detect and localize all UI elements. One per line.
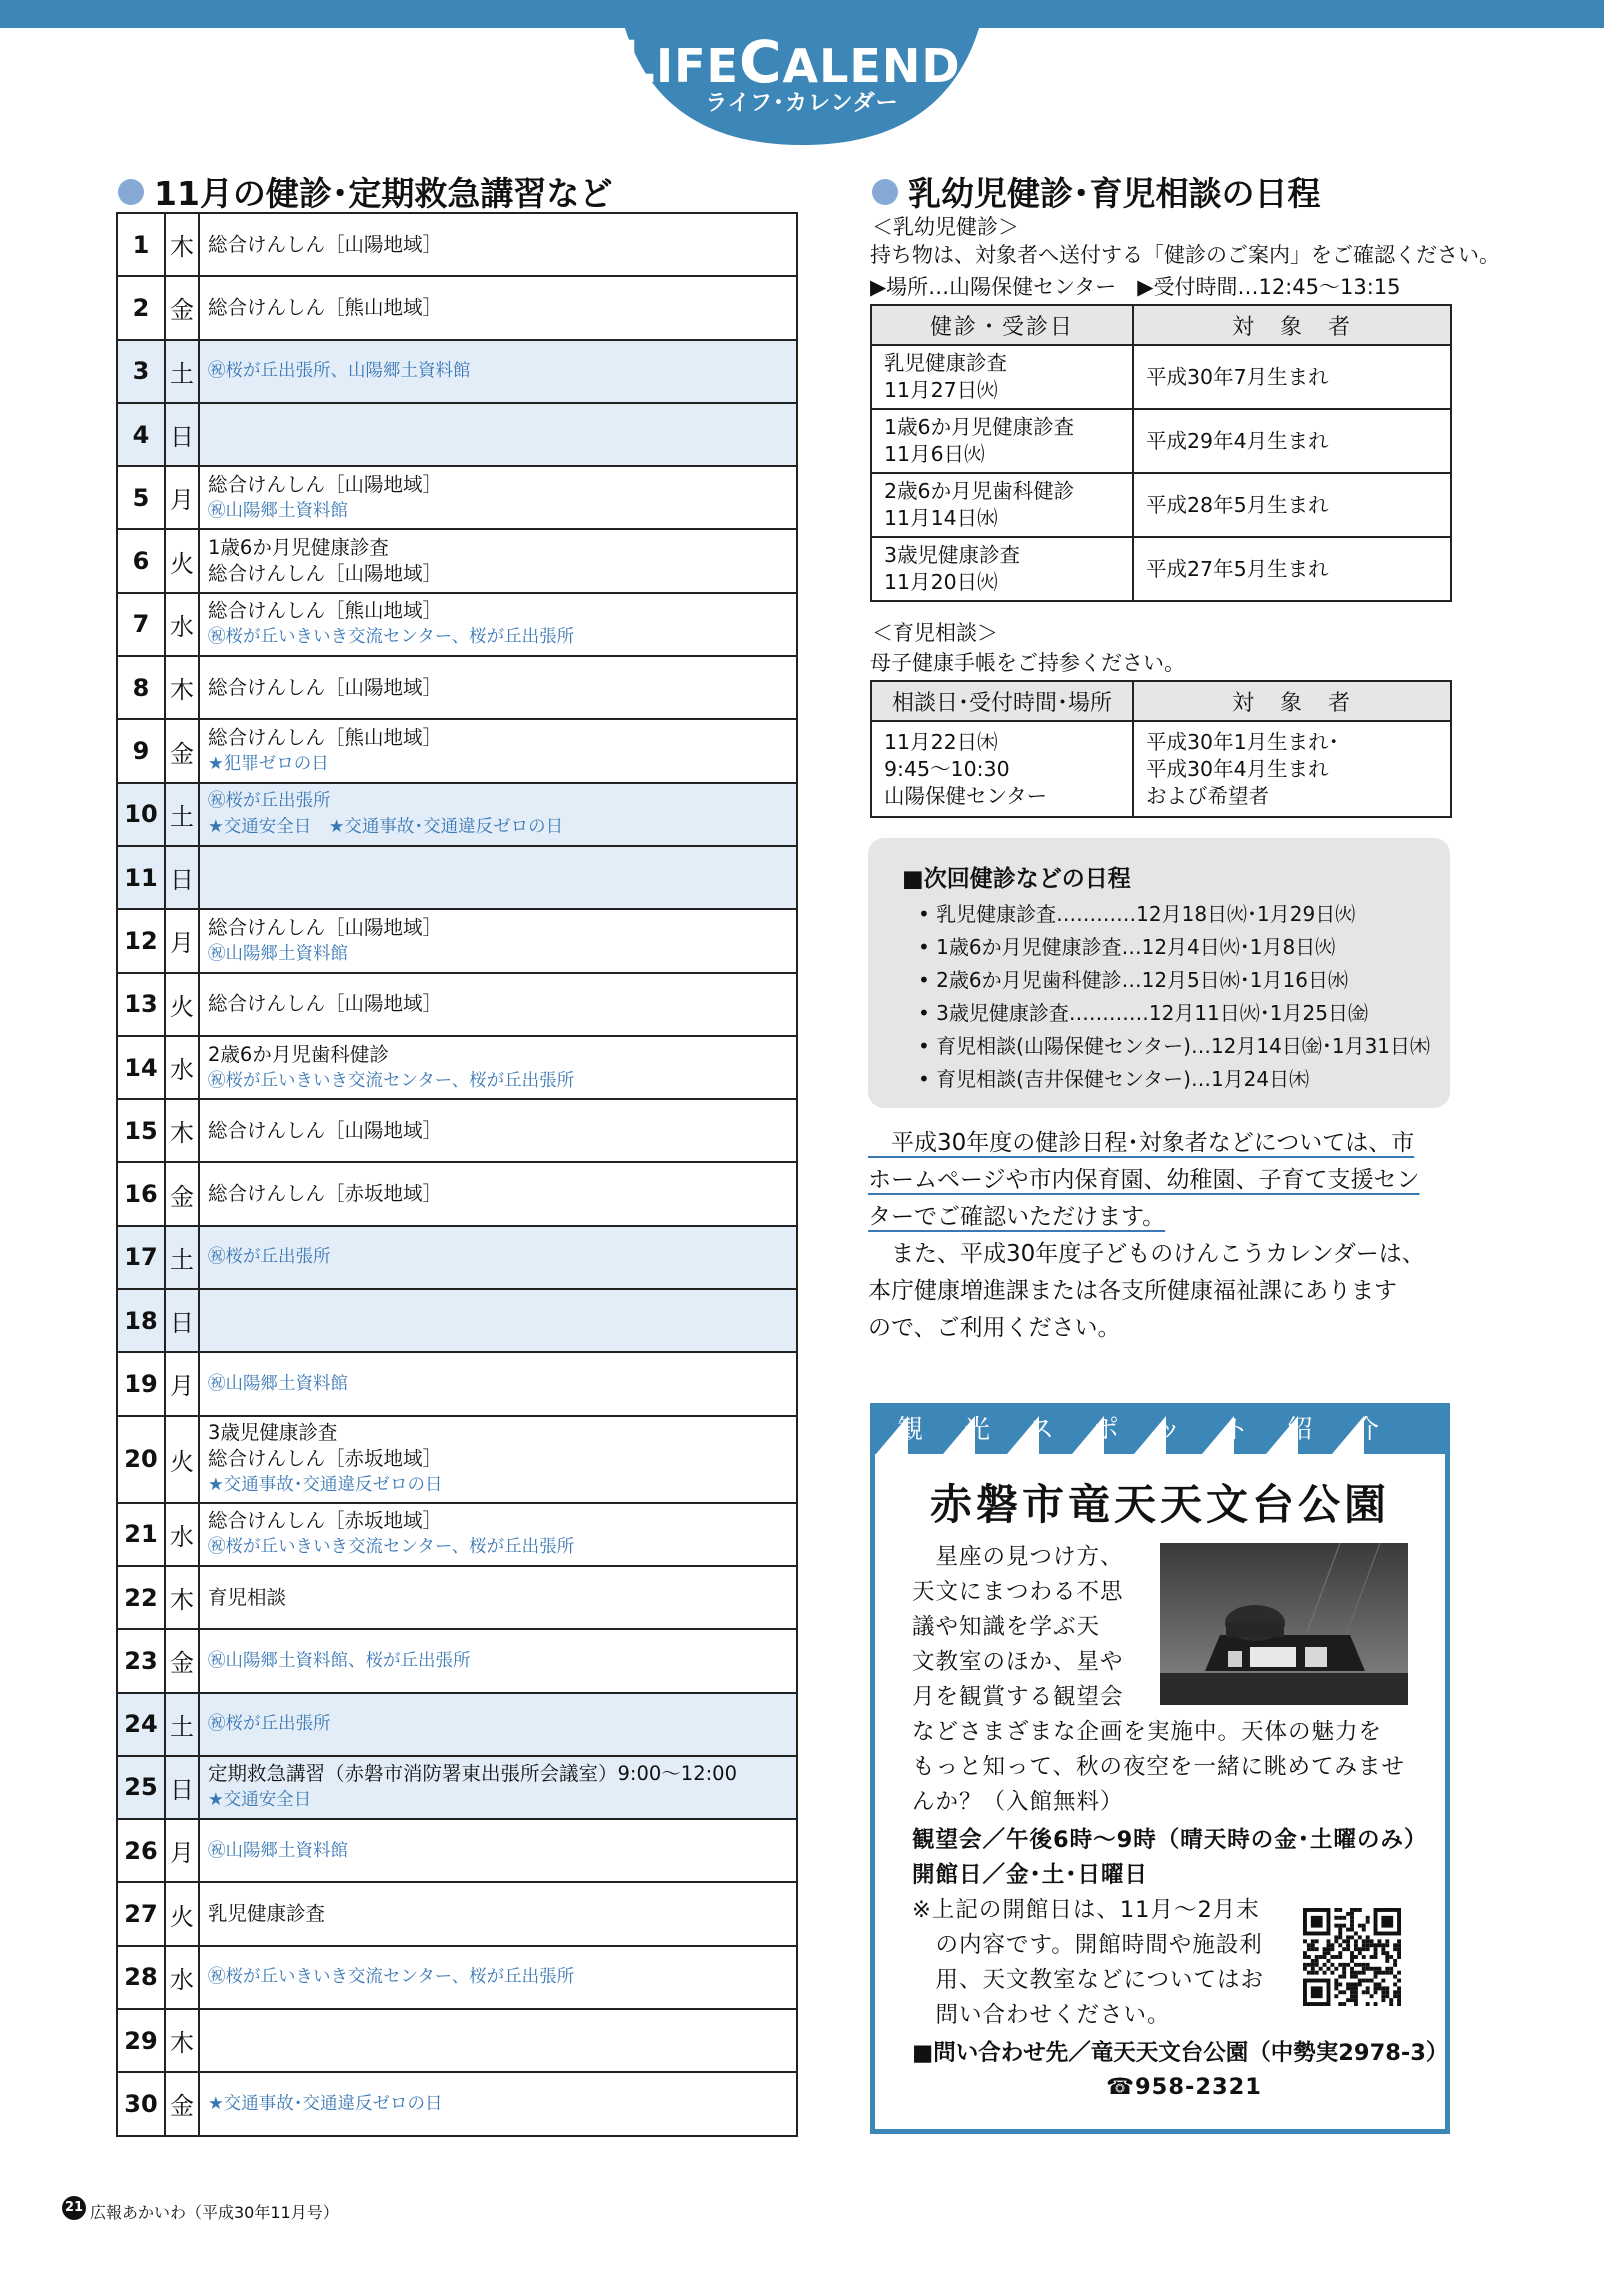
calendar-events: [199, 403, 797, 466]
calendar-row: [117, 403, 797, 466]
calendar-weekday: 土: [165, 783, 199, 846]
calendar-facility-note: ㊗桜が丘いきいき交流センター、桜が丘出張所: [208, 627, 575, 648]
checkup-date: 11月27日㈫: [884, 378, 998, 402]
calendar-weekday: 水: [165, 593, 199, 656]
band-char: 光: [963, 1415, 990, 1445]
calendar-weekday: 水: [165, 1503, 199, 1566]
calendar-weekday: 金: [165, 719, 199, 782]
footer-text: 広報あかいわ（平成30年11月号）: [90, 2203, 339, 2222]
consult-heading: ＜育児相談＞: [872, 621, 998, 645]
calendar-day: 10: [117, 783, 165, 846]
tourism-remark-line: 用、天文教室などについてはお: [912, 1967, 1265, 1993]
calendar-row: [117, 1693, 797, 1756]
checkup-name-cell: [871, 537, 1133, 601]
calendar-day: 3: [117, 340, 165, 403]
calendar-weekday: 水: [165, 1946, 199, 2009]
calendar-day: 20: [117, 1416, 165, 1503]
calendar-events: [199, 1566, 797, 1629]
next-schedule-item: • 2歳6か月児歯科健診…12月5日㈬･1月16日㈬: [918, 968, 1348, 992]
calendar-row: [117, 276, 797, 339]
calendar-events: [199, 2009, 797, 2072]
kaikan-info: 開館日／金･土･日曜日: [912, 1862, 1149, 1888]
calendar-row: [117, 2009, 797, 2072]
calendar-weekday: 月: [165, 1352, 199, 1415]
calendar-weekday: 木: [165, 1566, 199, 1629]
calendar-row: [117, 593, 797, 656]
calendar-facility-note: ㊗山陽郷土資料館: [208, 1840, 348, 1861]
calendar-weekday: 木: [165, 2009, 199, 2072]
consult-target-line: 平成30年1月生まれ･: [1146, 729, 1339, 754]
calendar-events: [199, 529, 797, 592]
calendar-row: [117, 1566, 797, 1629]
band-char: ポ: [1092, 1415, 1119, 1445]
consult-target-cell: [1133, 721, 1451, 817]
calendar-facility-note: ㊗山陽郷土資料館: [208, 943, 348, 964]
calendar-weekday: 土: [165, 340, 199, 403]
calendar-weekday: 火: [165, 529, 199, 592]
band-char: 紹: [1286, 1415, 1313, 1445]
calendar-day: 16: [117, 1162, 165, 1225]
checkup-target: 平成27年5月生まれ: [1133, 537, 1451, 601]
checkup-name-cell: [871, 409, 1133, 473]
calendar-weekday: 土: [165, 1226, 199, 1289]
calendar-event: 総合けんしん［山陽地域］: [208, 992, 443, 1016]
kanbo-info: 観望会／午後6時～9時（晴天時の金･土曜のみ）: [912, 1827, 1428, 1853]
checkup-col-date: 健診・受診日: [871, 305, 1133, 345]
checkup-date: 11月20日㈫: [884, 570, 998, 594]
calendar-event: 総合けんしん［赤坂地域］: [208, 1182, 443, 1206]
calendar-row: [117, 1819, 797, 1882]
calendar-facility-note: ㊗山陽郷土資料館: [208, 1373, 348, 1394]
calendar-row: [117, 1099, 797, 1162]
calendar-row: [117, 1503, 797, 1566]
calendar-event: 乳児健康診査: [208, 1902, 326, 1926]
calendar-day: 26: [117, 1819, 165, 1882]
calendar-facility-note: ★交通事故･交通違反ゼロの日: [208, 1475, 443, 1496]
calendar-weekday: 月: [165, 466, 199, 529]
calendar-events: [199, 593, 797, 656]
calendar-facility-note: ★交通安全日: [208, 1790, 312, 1811]
calendar-day: 24: [117, 1693, 165, 1756]
calendar-day: 21: [117, 1503, 165, 1566]
calendar-day: 4: [117, 403, 165, 466]
calendar-day: 11: [117, 846, 165, 909]
calendar-weekday: 金: [165, 1162, 199, 1225]
consult-table: [870, 680, 1452, 818]
tourism-remark-line: の内容です。開館時間や施設利: [912, 1932, 1263, 1958]
tourism-remark-line: 問い合わせください。: [912, 2002, 1171, 2028]
calendar-weekday: 火: [165, 973, 199, 1036]
tourism-remark-line: ※上記の開館日は、11月～2月末: [912, 1897, 1260, 1923]
calendar-weekday: 月: [165, 1819, 199, 1882]
calendar-weekday: 土: [165, 1693, 199, 1756]
tourism-body-line: 星座の見つけ方、: [912, 1544, 1124, 1570]
calendar-events: [199, 2072, 797, 2135]
calendar-weekday: 火: [165, 1882, 199, 1945]
checkup-place-time: ▶場所…山陽保健センター ▶受付時間…12:45～13:15: [870, 275, 1401, 299]
calendar-day: 22: [117, 1566, 165, 1629]
notes-line: ホームページや市内保育園、幼稚園、子育て支援セン: [868, 1167, 1420, 1193]
calendar-row: [117, 973, 797, 1036]
checkup-date: 11月14日㈬: [884, 506, 998, 530]
tourism-body-line: 文教室のほか、星や: [912, 1649, 1124, 1675]
calendar-facility-note: ㊗桜が丘出張所: [208, 1247, 331, 1268]
checkup-row: [871, 473, 1451, 537]
tourism-body-line: 議や知識を学ぶ天: [912, 1614, 1101, 1640]
calendar-row: [117, 783, 797, 846]
calendar-events: [199, 1503, 797, 1566]
calendar-weekday: 月: [165, 909, 199, 972]
calendar-event: 総合けんしん［熊山地域］: [208, 599, 443, 623]
notes-paragraph: [868, 1125, 1458, 1347]
band-char: 観: [896, 1415, 923, 1445]
consult-place: 山陽保健センター: [884, 783, 1048, 808]
calendar-event: 総合けんしん［山陽地域］: [208, 232, 443, 256]
calendar-event: 定期救急講習（赤磐市消防署東出張所会議室）9:00～12:00: [208, 1762, 737, 1786]
calendar-day: 23: [117, 1629, 165, 1692]
tourism-title: 赤磐市竜天天文台公園: [929, 1480, 1390, 1529]
checkup-name: 3歳児健康診査: [884, 543, 1021, 567]
calendar-day: 1: [117, 213, 165, 276]
calendar-weekday: 木: [165, 656, 199, 719]
calendar-weekday: 木: [165, 1099, 199, 1162]
calendar-facility-note: ㊗山陽郷土資料館、桜が丘出張所: [208, 1650, 471, 1671]
infant-title: 乳幼児健診･育児相談の日程: [872, 168, 1321, 215]
calendar-row: [117, 466, 797, 529]
calendar-event: 育児相談: [208, 1585, 287, 1609]
header-title: LIFECALENDAR: [618, 28, 1034, 96]
calendar-row: [117, 846, 797, 909]
calendar-events: [199, 1629, 797, 1692]
next-schedule-item: • 育児相談(山陽保健センター)…12月14日㈮･1月31日㈭: [918, 1034, 1431, 1058]
checkup-row: [871, 537, 1451, 601]
calendar-events: [199, 1352, 797, 1415]
consult-target-line: および希望者: [1146, 783, 1269, 808]
notes-line: 本庁健康増進課または各支所健康福祉課にあります: [868, 1278, 1397, 1304]
calendar-events: [199, 909, 797, 972]
calendar-row: [117, 213, 797, 276]
calendar-events: [199, 1162, 797, 1225]
calendar-events: [199, 656, 797, 719]
calendar-row: [117, 1289, 797, 1352]
next-schedule-title: ■次回健診などの日程: [902, 866, 1131, 892]
calendar-weekday: 日: [165, 1289, 199, 1352]
calendar-weekday: 木: [165, 213, 199, 276]
consult-target-line: 平成30年4月生まれ: [1146, 756, 1329, 781]
calendar-row: [117, 1629, 797, 1692]
calendar-facility-note: ㊗桜が丘出張所: [208, 791, 331, 812]
calendar-event: 総合けんしん［山陽地域］: [208, 472, 443, 496]
checkup-name: 2歳6か月児歯科健診: [884, 479, 1075, 503]
calendar-facility-note: ★交通事故･交通違反ゼロの日: [208, 2093, 443, 2114]
consult-note: 母子健康手帳をご持参ください。: [870, 651, 1185, 675]
calendar-day: 9: [117, 719, 165, 782]
calendar-event: 総合けんしん［赤坂地域］: [208, 1509, 443, 1533]
calendar-event: 3歳児健康診査: [208, 1421, 338, 1445]
calendar-event: 総合けんしん［山陽地域］: [208, 675, 443, 699]
phone-number: ☎958-2321: [1106, 2074, 1262, 2100]
calendar-events: [199, 1756, 797, 1819]
calendar-day: 25: [117, 1756, 165, 1819]
checkup-name: 乳児健康診査: [884, 351, 1007, 375]
qr-code-icon[interactable]: [1303, 1908, 1401, 2006]
next-schedule-item: • 1歳6か月児健康診査…12月4日㈫･1月8日㈫: [918, 935, 1336, 959]
calendar-day: 13: [117, 973, 165, 1036]
checkup-target: 平成28年5月生まれ: [1133, 473, 1451, 537]
calendar-day: 2: [117, 276, 165, 339]
calendar-weekday: 火: [165, 1416, 199, 1503]
consult-date: 11月22日㈭: [884, 729, 998, 754]
bullet-dot-icon: [872, 179, 898, 205]
next-schedule-item: • 育児相談(吉井保健センター)…1月24日㈭: [918, 1067, 1310, 1091]
consult-time: 9:45～10:30: [884, 756, 1010, 781]
calendar-row: [117, 529, 797, 592]
calendar-weekday: 金: [165, 2072, 199, 2135]
next-schedule-item: • 乳児健康診査…………12月18日㈫･1月29日㈫: [918, 902, 1356, 926]
calendar-title: 11月の健診･定期救急講習など: [118, 168, 612, 215]
checkup-target: 平成29年4月生まれ: [1133, 409, 1451, 473]
calendar-day: 29: [117, 2009, 165, 2072]
calendar-row: [117, 1416, 797, 1503]
calendar-day: 30: [117, 2072, 165, 2135]
bullet-dot-icon: [118, 179, 144, 205]
calendar-day: 28: [117, 1946, 165, 2009]
calendar-weekday: 金: [165, 276, 199, 339]
calendar-events: [199, 1036, 797, 1099]
consult-date-cell: [871, 721, 1133, 817]
page-number: 21: [62, 2196, 86, 2220]
contact-info: ■問い合わせ先／竜天天文台公園（中勢実2978-3）: [912, 2040, 1449, 2066]
checkup-name: 1歳6か月児健康診査: [884, 415, 1075, 439]
calendar-facility-note: ㊗桜が丘いきいき交流センター、桜が丘出張所: [208, 1070, 575, 1091]
calendar-events: [199, 783, 797, 846]
calendar-events: [199, 1819, 797, 1882]
checkup-name-cell: [871, 345, 1133, 409]
calendar-event: 総合けんしん［熊山地域］: [208, 726, 443, 750]
calendar-event: 総合けんしん［山陽地域］: [208, 1118, 443, 1142]
calendar-row: [117, 1036, 797, 1099]
calendar-row: [117, 656, 797, 719]
calendar-events: [199, 846, 797, 909]
band-char: ス: [1027, 1415, 1054, 1445]
calendar-event: 総合けんしん［熊山地域］: [208, 295, 443, 319]
calendar-events: [199, 213, 797, 276]
checkup-col-target: 対 象 者: [1133, 305, 1451, 345]
calendar-row: [117, 1756, 797, 1819]
calendar-events: [199, 973, 797, 1036]
calendar-row: [117, 1226, 797, 1289]
calendar-day: 27: [117, 1882, 165, 1945]
calendar-row: [117, 1882, 797, 1945]
notes-line: また、平成30年度子どものけんこうカレンダーは、: [868, 1241, 1425, 1267]
calendar-events: [199, 1946, 797, 2009]
calendar-event: 2歳6か月児歯科健診: [208, 1042, 389, 1066]
notes-line: ターでご確認いただけます。: [868, 1204, 1166, 1230]
calendar-facility-note: ★犯罪ゼロの日: [208, 754, 329, 775]
header-subtitle: ライフ･カレンダー: [705, 91, 899, 116]
calendar-events: [199, 1289, 797, 1352]
calendar-facility-note: ㊗山陽郷土資料館: [208, 500, 348, 521]
calendar-events: [199, 276, 797, 339]
calendar-events: [199, 1226, 797, 1289]
calendar-day: 17: [117, 1226, 165, 1289]
calendar-row: [117, 340, 797, 403]
consult-col-target: 対 象 者: [1133, 681, 1451, 721]
checkup-table: [870, 304, 1452, 602]
calendar-events: [199, 1882, 797, 1945]
next-schedule-item: • 3歳児健康診査…………12月11日㈫･1月25日㈮: [918, 1001, 1368, 1025]
checkup-row: [871, 345, 1451, 409]
calendar-weekday: 日: [165, 403, 199, 466]
tourism-body-line: 天文にまつわる不思: [912, 1579, 1124, 1605]
calendar-day: 19: [117, 1352, 165, 1415]
calendar-day: 6: [117, 529, 165, 592]
calendar-events: [199, 1416, 797, 1503]
band-char: 介: [1352, 1415, 1379, 1445]
calendar-day: 8: [117, 656, 165, 719]
tourism-body-line: などさまざまな企画を実施中。天体の魅力を: [912, 1719, 1383, 1745]
observatory-photo: [1160, 1543, 1408, 1705]
calendar-facility-note: ㊗桜が丘出張所、山陽郷土資料館: [208, 361, 471, 382]
calendar-event: 1歳6か月児健康診査: [208, 536, 389, 560]
calendar-events: [199, 1693, 797, 1756]
calendar-row: [117, 1946, 797, 2009]
calendar-row: [117, 909, 797, 972]
checkup-row: [871, 409, 1451, 473]
calendar-day: 15: [117, 1099, 165, 1162]
calendar-row: [117, 1352, 797, 1415]
calendar-table: [116, 212, 798, 2137]
calendar-day: 7: [117, 593, 165, 656]
calendar-day: 5: [117, 466, 165, 529]
consult-col-date: 相談日･受付時間･場所: [871, 681, 1133, 721]
tourism-body-line: んか？（入館無料）: [912, 1789, 1124, 1815]
calendar-day: 12: [117, 909, 165, 972]
calendar-day: 18: [117, 1289, 165, 1352]
calendar-weekday: 金: [165, 1629, 199, 1692]
tourism-body-line: もっと知って、秋の夜空を一緒に眺めてみませ: [912, 1754, 1406, 1780]
checkup-heading: ＜乳幼児健診＞: [872, 215, 1019, 239]
notes-line: 平成30年度の健診日程･対象者などについては、市: [868, 1130, 1415, 1156]
calendar-events: [199, 340, 797, 403]
checkup-name-cell: [871, 473, 1133, 537]
calendar-facility-note: ㊗桜が丘いきいき交流センター、桜が丘出張所: [208, 1967, 575, 1988]
calendar-day: 14: [117, 1036, 165, 1099]
calendar-event: 総合けんしん［山陽地域］: [208, 562, 443, 586]
checkup-date: 11月6日㈫: [884, 442, 985, 466]
checkup-target: 平成30年7月生まれ: [1133, 345, 1451, 409]
band-char: ッ: [1154, 1415, 1181, 1445]
tourism-body-line: 月を観賞する観望会: [912, 1684, 1124, 1710]
calendar-weekday: 日: [165, 1756, 199, 1819]
calendar-facility-note: ★交通安全日 ★交通事故･交通違反ゼロの日: [208, 817, 564, 838]
calendar-row: [117, 719, 797, 782]
calendar-events: [199, 466, 797, 529]
calendar-event: 総合けんしん［赤坂地域］: [208, 1447, 443, 1471]
checkup-note: 持ち物は、対象者へ送付する「健診のご案内」をご確認ください。: [870, 243, 1500, 267]
calendar-events: [199, 1099, 797, 1162]
calendar-facility-note: ㊗桜が丘出張所: [208, 1714, 331, 1735]
observatory-photo-icon: [1160, 1543, 1408, 1705]
calendar-facility-note: ㊗桜が丘いきいき交流センター、桜が丘出張所: [208, 1537, 575, 1558]
calendar-row: [117, 1162, 797, 1225]
calendar-event: 総合けんしん［山陽地域］: [208, 915, 443, 939]
band-char: ト: [1222, 1415, 1249, 1445]
calendar-row: [117, 2072, 797, 2135]
calendar-weekday: 日: [165, 846, 199, 909]
notes-line: ので、ご利用ください。: [868, 1315, 1121, 1341]
calendar-events: [199, 719, 797, 782]
calendar-weekday: 水: [165, 1036, 199, 1099]
